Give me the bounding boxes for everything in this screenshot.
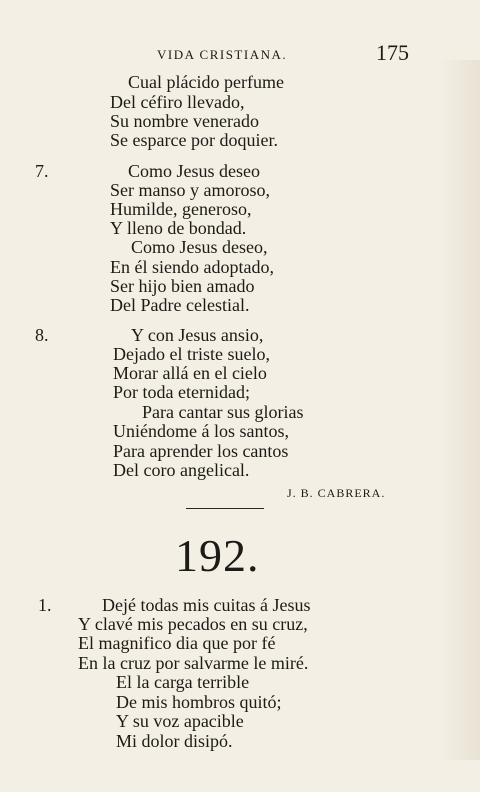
page-edge-shadow (440, 60, 480, 760)
verse-line: Y su voz apacible (116, 711, 244, 731)
verse-line: Para aprender los cantos (113, 441, 289, 461)
verse-line: Y con Jesus ansio, (131, 325, 264, 345)
verse-line: De mis hombros quitó; (116, 692, 282, 712)
page-number: 175 (376, 40, 409, 65)
verse-line: Humilde, generoso, (110, 199, 252, 219)
verse-line: Por toda eternidad; (113, 382, 250, 402)
author-attribution: J. B. CABRERA. (287, 486, 386, 500)
verse-line: Uniéndome á los santos, (113, 421, 289, 441)
verse-line: El magnifico dia que por fé (78, 633, 276, 653)
verse-line: Se esparce por doquier. (110, 130, 278, 150)
stanza-number: 8. (35, 325, 49, 345)
verse-line: Mi dolor disipó. (116, 731, 233, 751)
verse-line: El la carga terrible (116, 672, 250, 692)
verse-line: Como Jesus deseo (128, 161, 260, 181)
hymn-number: 192. (175, 530, 260, 581)
verse-line: Del Padre celestial. (110, 295, 250, 315)
verse-line: Morar allá en el cielo (113, 363, 267, 383)
verse-line: Del coro angelical. (113, 460, 250, 480)
running-title: VIDA CRISTIANA. (157, 47, 288, 62)
verse-line: Para cantar sus glorias (142, 402, 304, 422)
section-divider (186, 508, 264, 509)
verse-line: Dejé todas mis cuitas á Jesus (102, 595, 311, 615)
verse-line: Como Jesus deseo, (131, 237, 268, 257)
verse-line: Ser hijo bien amado (110, 276, 255, 296)
verse-line: Dejado el triste suelo, (113, 344, 270, 364)
verse-line: En la cruz por salvarme le miré. (78, 653, 309, 673)
stanza-number: 1. (38, 595, 52, 615)
verse-line: Cual plácido perfume (128, 72, 284, 92)
stanza-number: 7. (35, 161, 49, 181)
verse-line: Del céfiro llevado, (110, 92, 245, 112)
verse-line: Y lleno de bondad. (110, 218, 247, 238)
verse-line: Y clavé mis pecados en su cruz, (78, 614, 308, 634)
verse-line: Su nombre venerado (110, 111, 259, 131)
verse-line: Ser manso y amoroso, (110, 180, 270, 200)
verse-line: En él siendo adoptado, (110, 257, 274, 277)
